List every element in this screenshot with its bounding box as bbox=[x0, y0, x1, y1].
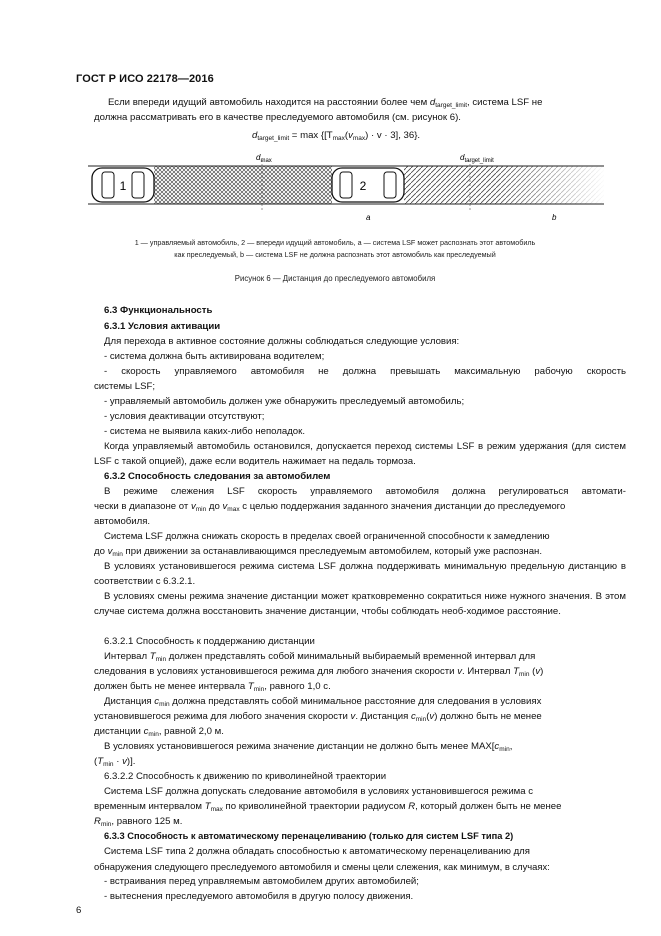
s631-bullet-1: - система должна быть активирована водителем; bbox=[104, 351, 325, 362]
p632-2-line-2: до $v_{min}$ при движении за останавливающимся преследуемым автомобилем, который уже распознан. bbox=[94, 546, 543, 558]
p6321-3-line-2: $(T_{min} \cdot v)$]. bbox=[94, 756, 136, 768]
p632-1-line-3: автомобиля. bbox=[94, 516, 151, 527]
p6322-line-1: Система LSF должна допускать следование автомобиля в условиях установившегося режима с bbox=[104, 786, 534, 797]
p6321-2-line-3: дистанции $c_{min}$, равной 2,0 м. bbox=[94, 726, 224, 738]
figure-distance-diagram bbox=[86, 148, 606, 228]
section-6-3-2-title: 6.3.2 Способность следования за автомобилем bbox=[104, 471, 331, 482]
paragraph-stop-hold: Когда управляемый автомобиль остановился, допускается переход системы LSF в режим удержания (для систем LSF с такой опцией), даже если водитель нажимает на педаль тормоза. bbox=[94, 441, 626, 467]
figure-legend-line-1: 1 — управляемый автомобиль, 2 — впереди идущий автомобиль, a — система LSF может распознать этот автомобиль bbox=[134, 238, 536, 247]
p6321-3-line-1: В условиях установившегося режима значение дистанции не должно быть менее $MAX[c_{min}$, bbox=[104, 741, 513, 753]
p6321-1-line-1: Интервал $T_{min}$ должен представлять собой минимальный выбираемый временной интервал для bbox=[104, 651, 536, 663]
label-dmax: $d_{max}$ bbox=[256, 153, 272, 164]
formula-target-limit: $d_{target\_limit} = \max \{[T_{max}(v_{max}) \cdot v \cdot 3]$, 36}. bbox=[252, 130, 421, 142]
p632-1-line-2: чески в диапазоне от $v_{min}$ до $v_{max}$ с целью поддержания заданного значения дистанции до преследуемого bbox=[94, 501, 566, 513]
section-6-3-1-title: 6.3.1 Условия активации bbox=[104, 321, 221, 332]
label-dlimit: $d_{target\_limit}$ bbox=[460, 153, 494, 164]
section-6-3-2-1-title: 6.3.2.1 Способность к поддержанию дистанции bbox=[104, 636, 315, 647]
p6321-2-line-1: Дистанция $c_{min}$ должна представлять собой минимальное расстояние для следования в условиях bbox=[104, 696, 542, 708]
p632-3: В условиях установившегося режима система LSF должна поддерживать минимальную предельную дистанцию в соответствии с 6.3.2.1. bbox=[94, 561, 626, 587]
s631-intro: Для перехода в активное состояние должны соблюдаться следующие условия: bbox=[104, 336, 460, 347]
figure-caption: Рисунок 6 — Дистанция до преследуемого автомобиля bbox=[234, 274, 436, 283]
s631-bullet-3: - управляемый автомобиль должен уже обнаружить преследуемый автомобиль; bbox=[104, 396, 465, 407]
p633-line-1: Система LSF типа 2 должна обладать способностью к автоматическому перенацеливанию для bbox=[104, 846, 530, 857]
p6322-line-2: временным интервалом $T_{max}$ по криволинейной траектории радиусом R, который должен быть не менее bbox=[94, 801, 562, 813]
p6321-1-line-3: должен быть не менее интервала $T_{min}$, равного 1,0 с. bbox=[94, 681, 331, 693]
label-a: a bbox=[366, 213, 371, 222]
car-2-label: 2 bbox=[359, 179, 367, 193]
page-number: 6 bbox=[76, 905, 82, 916]
p632-1-line-1: В режиме слежения LSF скорость управляемого автомобиля должна регулироваться автомати- bbox=[104, 486, 626, 497]
figure-legend-line-2: как преследуемый, b — система LSF не должна распознать этот автомобиль как преследуемый bbox=[174, 250, 496, 259]
page-header: ГОСТ Р ИСО 22178—2016 bbox=[76, 73, 214, 85]
section-6-3-title: 6.3 Функциональность bbox=[104, 305, 213, 316]
p6321-1-line-2: следования в условиях установившегося режима для любого значения скорости v. Интервал $T_{min}$ (v) bbox=[94, 666, 544, 678]
s631-bullet-5: - система не выявила каких-либо неполадок. bbox=[104, 426, 306, 437]
section-6-3-3-title: 6.3.3 Способность к автоматическому перенацеливанию (только для систем LSF типа 2) bbox=[104, 831, 514, 841]
intro-line-1: Если впереди идущий автомобиль находится на расстоянии более чем $d_{target\_limit}$, система LSF не bbox=[108, 97, 543, 109]
p633-line-2: обнаружения следующего преследуемого автомобиля и смены цели слежения, как минимум, в случаях: bbox=[94, 861, 550, 872]
p6321-2-line-2: установившегося режима для любого значения скорости v. Дистанция $c_{min}(v)$ должно быть не менее bbox=[94, 711, 542, 723]
p632-2-line-1: Система LSF должна снижать скорость в пределах своей ограниченной способности к замедлению bbox=[104, 531, 550, 542]
s631-bullet-2b: системы LSF; bbox=[94, 381, 155, 392]
label-b: b bbox=[552, 213, 557, 222]
section-6-3-2-2-title: 6.3.2.2 Способность к движению по криволинейной траектории bbox=[104, 771, 387, 782]
car-2-icon bbox=[332, 168, 404, 202]
p633-bullet-1: - встраивания перед управляемым автомобилем других автомобилей; bbox=[104, 876, 419, 887]
p632-4: В условиях смены режима значение дистанции может кратковременно сократиться ниже нужного значения. В этом случае система должна восстановить значение дистанции, чтобы соблюдать необ-ходимое расстояние. bbox=[94, 591, 626, 617]
s631-bullet-2a: - скорость управляемого автомобиля не должна превышать максимальную рабочую скорость bbox=[104, 366, 626, 377]
intro-line-2: должна рассматривать его в качестве преследуемого автомобиля (см. рисунок 6). bbox=[94, 112, 461, 123]
p6322-line-3: $R_{min}$, равного 125 м. bbox=[94, 816, 183, 828]
zone-dmax-crosshatch bbox=[154, 166, 332, 204]
s631-bullet-4: - условия деактивации отсутствуют; bbox=[104, 411, 265, 422]
p633-bullet-2: - вытеснения преследуемого автомобиля в другую полосу движения. bbox=[104, 891, 414, 902]
car-1-label: 1 bbox=[119, 179, 127, 193]
